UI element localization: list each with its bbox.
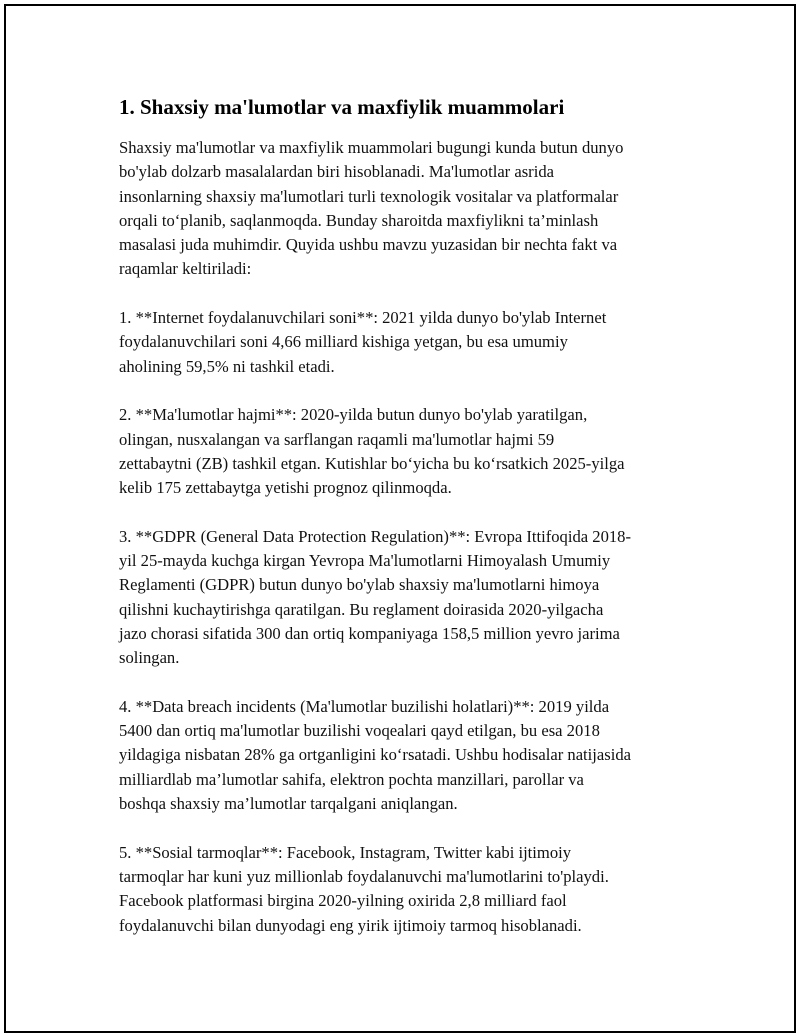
text-line: 4. **Data breach incidents (Ma'lumotlar buzilishi holatlari)**: 2019 yilda	[119, 696, 610, 716]
text-line: 2. **Ma'lumotlar hajmi**: 2020-yilda butun dunyo bo'ylab yaratilgan,	[119, 405, 588, 425]
text-line: orqali to‘planib, saqlanmoqda. Bunday sharoitda maxfiylikni ta’minlash	[119, 210, 599, 230]
document-title: 1. Shaxsiy ma'lumotlar va maxfiylik muammolari	[119, 95, 565, 119]
document-body	[119, 94, 699, 962]
fact-paragraph-data-breaches	[119, 695, 699, 816]
fact-paragraph-data-volume	[119, 403, 699, 500]
text-line: kelib 175 zettabaytga yetishi prognoz qilinmoqda.	[119, 478, 452, 498]
text-line: yil 25-mayda kuchga kirgan Yevropa Ma'lumotlarni Himoyalash Umumiy	[119, 551, 611, 571]
text-line: jazo chorasi sifatida 300 dan ortiq kompaniyaga 158,5 million yevro jarima	[119, 623, 620, 643]
fact-paragraph-social-networks	[119, 841, 699, 938]
text-line: bo'ylab dolzarb masalalardan biri hisoblanadi. Ma'lumotlar asrida	[119, 162, 554, 182]
text-line: insonlarning shaxsiy ma'lumotlari turli texnologik vositalar va platformalar	[119, 186, 619, 206]
text-line: foydalanuvchilari soni 4,66 milliard kishiga yetgan, bu esa umumiy	[119, 332, 568, 352]
text-line: boshqa shaxsiy ma’lumotlar tarqalgani aniqlangan.	[119, 794, 458, 814]
text-line: aholining 59,5% ni tashkil etadi.	[119, 356, 335, 376]
fact-paragraph-internet-users	[119, 306, 699, 379]
text-line: yildagiga nisbatan 28% ga ortganligini ko‘rsatadi. Ushbu hodisalar natijasida	[119, 745, 631, 765]
text-line: 5. **Sosial tarmoqlar**: Facebook, Instagram, Twitter kabi ijtimoiy	[119, 842, 572, 862]
text-line: 5400 dan ortiq ma'lumotlar buzilishi voqealari qayd etilgan, bu esa 2018	[119, 721, 600, 741]
fact-paragraph-gdpr	[119, 525, 699, 671]
text-line: foydalanuvchi bilan dunyodagi eng yirik ijtimoiy tarmoq hisoblanadi.	[119, 915, 582, 935]
page-frame	[4, 4, 796, 1033]
text-line: Reglamenti (GDPR) butun dunyo bo'ylab shaxsiy ma'lumotlarni himoya	[119, 575, 600, 595]
text-line: olingan, nusxalangan va sarflangan raqamli ma'lumotlar hajmi 59	[119, 429, 555, 449]
text-line: qilishni kuchaytirishga qaratilgan. Bu reglament doirasida 2020-yilgacha	[119, 599, 604, 619]
text-line: 1. **Internet foydalanuvchilari soni**: 2021 yilda dunyo bo'ylab Internet	[119, 308, 607, 328]
text-line: raqamlar keltiriladi:	[119, 259, 252, 279]
text-line: 3. **GDPR (General Data Protection Regulation)**: Evropa Ittifoqida 2018-	[119, 526, 631, 546]
intro-paragraph	[119, 136, 699, 282]
text-line: Facebook platformasi birgina 2020-yilning oxirida 2,8 milliard faol	[119, 891, 567, 911]
text-line: solingan.	[119, 648, 180, 668]
text-line: Shaxsiy ma'lumotlar va maxfiylik muammolari bugungi kunda butun dunyo	[119, 138, 624, 157]
text-line: zettabaytni (ZB) tashkil etgan. Kutishlar bo‘yicha bu ko‘rsatkich 2025-yilga	[119, 453, 625, 473]
text-line: tarmoqlar har kuni yuz millionlab foydalanuvchi ma'lumotlarini to'playdi.	[119, 866, 609, 886]
text-line: masalasi juda muhimdir. Quyida ushbu mavzu yuzasidan bir nechta fakt va	[119, 235, 618, 255]
text-line: milliardlab ma’lumotlar sahifa, elektron pochta manzillari, parollar va	[119, 769, 584, 789]
